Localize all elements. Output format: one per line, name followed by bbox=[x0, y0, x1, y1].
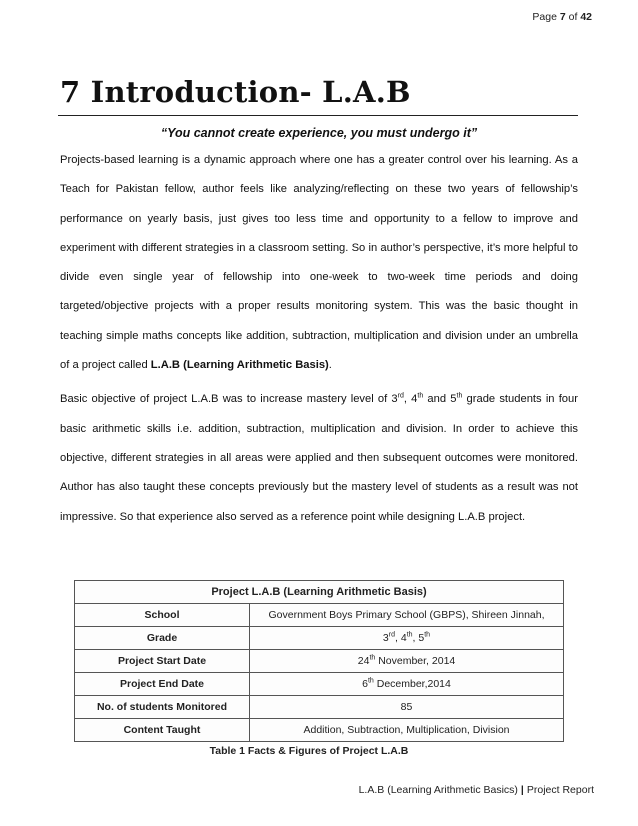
paragraph-1-text: Projects-based learning is a dynamic approach where one has a greater control over his learning. As a Teach for Pakistan fellow, author feels like analyzing/reflecting on these two years of fellowship’s performance on yearly basis, just gives too less time and opportunity to a fellow to improve and experiment with different strategies in a classroom setting. So in author’s perspective, it’s more helpful to divide even single year of fellowship into one-week to two-week time periods and doing targeted/objective projects with a proper results monitoring system. This was the basic thought in teaching simple maths concepts like addition, subtraction, multiplication and division under an umbrella of a project called bbox=[60, 154, 578, 372]
table-caption: Table 1 Facts & Figures of Project L.A.B bbox=[209, 745, 409, 757]
grade-5: , 5 bbox=[412, 632, 425, 644]
paragraph-2-mid2: and 5 bbox=[423, 393, 457, 406]
row-value bbox=[250, 650, 564, 673]
paragraph-2-before: Basic objective of project L.A.B was to increase mastery level of 3 bbox=[60, 393, 398, 406]
row-label: School bbox=[75, 604, 250, 627]
page-current: 7 bbox=[559, 11, 566, 23]
sup-th: th bbox=[456, 392, 463, 400]
table-header-row bbox=[75, 581, 564, 604]
grade-3: 3 bbox=[382, 632, 389, 644]
table-title: Project L.A.B (Learning Arithmetic Basis) bbox=[75, 581, 564, 604]
end-day: 6 bbox=[362, 678, 368, 690]
sup-th: th bbox=[417, 392, 424, 400]
quote: “You cannot create experience, you must undergo it” bbox=[160, 126, 478, 140]
sup-th: th bbox=[369, 654, 376, 662]
page-prefix: Page bbox=[532, 11, 557, 23]
table-row bbox=[75, 719, 564, 742]
paragraph-1 bbox=[60, 146, 578, 380]
row-value bbox=[250, 673, 564, 696]
row-label: No. of students Monitored bbox=[75, 696, 250, 719]
title-underline bbox=[58, 115, 578, 116]
paragraph-2-after: grade students in four basic arithmetic skills i.e. addition, subtraction, multiplication and division. In order to achieve this objective, different strategies in all areas were applied and then subsequent outcomes were monitored. Author has also taught these concepts previously but the mastery level of students as a result was not impressive. So that experience also served as a reference point while designing L.A.B project. bbox=[60, 393, 578, 523]
end-month-year: December,2014 bbox=[373, 678, 451, 690]
sup-th: th bbox=[406, 631, 413, 639]
footer-separator: | bbox=[520, 784, 524, 796]
footer-label: Project Report bbox=[526, 784, 594, 796]
facts-table bbox=[74, 580, 564, 742]
row-label: Grade bbox=[75, 627, 250, 650]
row-label: Content Taught bbox=[75, 719, 250, 742]
page-total: 42 bbox=[580, 11, 592, 23]
paragraph-1-end: . bbox=[328, 359, 332, 372]
row-value: 85 bbox=[250, 696, 564, 719]
paragraph-2-mid1: , 4 bbox=[403, 393, 418, 406]
table-row bbox=[75, 673, 564, 696]
row-label: Project End Date bbox=[75, 673, 250, 696]
sup-rd: rd bbox=[397, 392, 404, 400]
body-text bbox=[60, 146, 578, 532]
page-number bbox=[532, 11, 592, 23]
facts-table-figure bbox=[74, 580, 564, 757]
sup-th: th bbox=[424, 631, 431, 639]
footer-doc-title: L.A.B (Learning Arithmetic Basics) bbox=[358, 784, 518, 796]
row-value: Addition, Subtraction, Multiplication, Division bbox=[250, 719, 564, 742]
paragraph-1-bold: L.A.B (Learning Arithmetic Basis) bbox=[150, 359, 329, 372]
start-day: 24 bbox=[357, 655, 370, 667]
start-month-year: November, 2014 bbox=[375, 655, 456, 667]
row-value: Government Boys Primary School (GBPS), Shireen Jinnah, bbox=[250, 604, 564, 627]
grade-4: , 4 bbox=[395, 632, 407, 644]
table-row bbox=[75, 627, 564, 650]
page-footer bbox=[359, 784, 594, 796]
table-row bbox=[75, 650, 564, 673]
sup-th: th bbox=[367, 677, 374, 685]
paragraph-2 bbox=[60, 385, 578, 531]
row-label: Project Start Date bbox=[75, 650, 250, 673]
row-value bbox=[250, 627, 564, 650]
table-row bbox=[75, 696, 564, 719]
section-title: 7 Introduction- L.A.B bbox=[60, 75, 411, 109]
page-of: of bbox=[568, 11, 578, 23]
table-row bbox=[75, 604, 564, 627]
sup-rd: rd bbox=[388, 631, 395, 639]
